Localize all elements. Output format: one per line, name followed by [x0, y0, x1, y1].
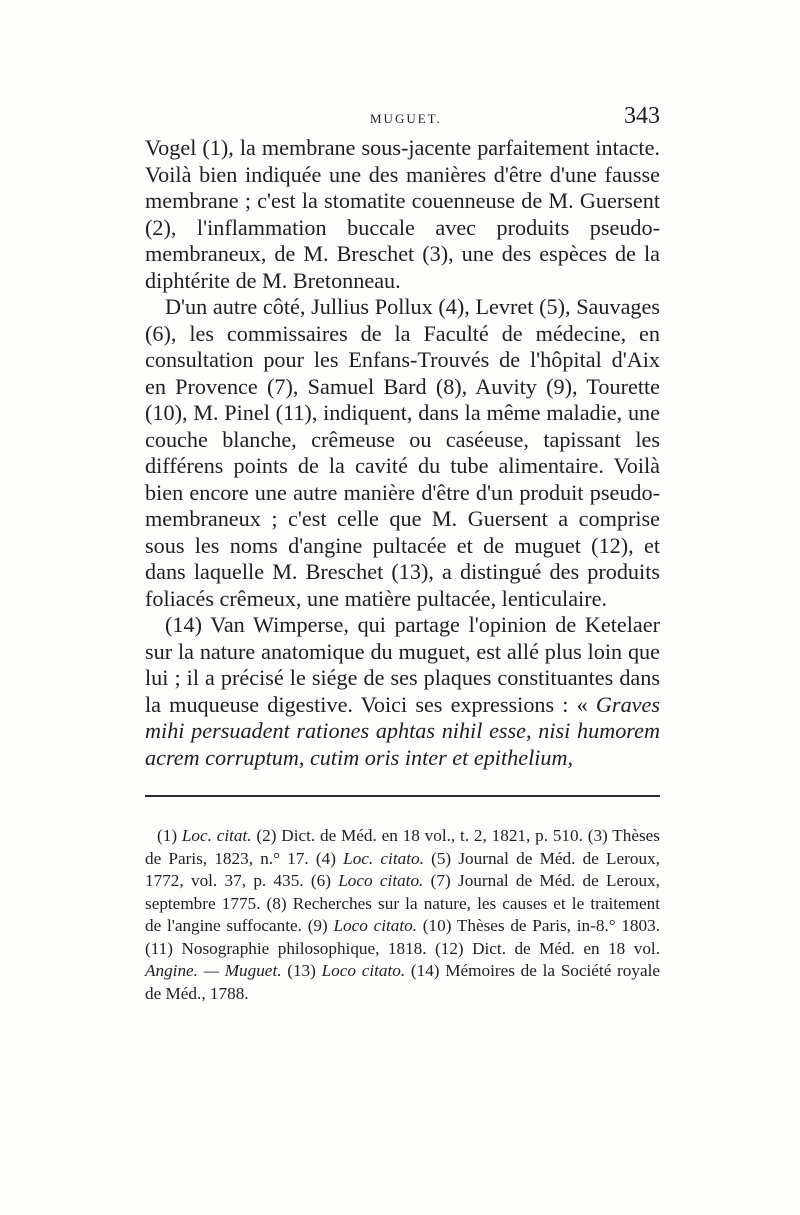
- footnote-italic: Angine. — Muguet.: [145, 961, 282, 980]
- footnote-text: (5) Journal de Méd. de Leroux, 1772, vol. 37, p. 435. (6): [145, 848, 660, 890]
- footnote-italic: Loco citato.: [338, 871, 424, 890]
- footnote-italic: Loc. citat.: [181, 826, 252, 845]
- paragraph-vogel: [145, 135, 660, 294]
- paragraph-text: D'un autre côté, Jullius Pollux (4), Levret (5), Sauvages (6), les commissaires de la Faculté de médecine, en consultation pour les Enfans-Trouvés de l'hôpital d'Aix en Provence (7), Samuel Bard (8), Auvity (9), Tourette (10), M. Pinel (11), indiquent, dans la même maladie, une couche blanche, crêmeuse ou caséeuse, tapissant les différens points de la cavité du tube alimentaire. Voilà bien encore une autre manière d'être d'un produit pseudo-membraneux ; c'est celle que M. Guersent a comprise sous les noms d'angine pultacée et de muguet (12), et dans laquelle M. Breschet (13), a distingué des produits foliacés crêmeux, une matière pultacée, lenticulaire.: [145, 294, 660, 611]
- page-header: [145, 105, 660, 135]
- footnote-block: [145, 825, 660, 1005]
- paragraph-text: (14) Van Wimperse, qui partage l'opinion de Ketelaer sur la nature anatomique du muguet, est allé plus loin que lui ; il a précisé le siége de ses plaques constituantes dans la muqueuse digestive. Voici ses expressions : «: [145, 612, 660, 717]
- footnote-text: (2) Dict. de Méd. en 18 vol., t. 2, 1821, p. 510. (3) Thèses de Paris, 1823, n.° 17. (4): [145, 826, 660, 868]
- latin-quotation: Graves mihi persuadent rationes aphtas nihil esse, nisi humorem acrem corruptum, cutim oris inter et epithelium,: [145, 691, 660, 770]
- footnotes: [145, 825, 660, 1005]
- main-text: [145, 135, 660, 771]
- footnote-text: (13): [281, 961, 322, 980]
- paragraph-text: Vogel (1), la membrane sous-jacente parfaitement intacte. Voilà bien indiquée une des manières d'être d'une fausse membrane ; c'est la stomatite couenneuse de M. Guersent (2), l'inflammation buccale avec produits pseudo-membraneux, de M. Breschet (3), une des espèces de la diphtérite de M. Bretonneau.: [145, 135, 660, 293]
- footnote-text: (14) Mémoires de la Société royale de Méd., 1788.: [145, 961, 660, 1003]
- page-number: 343: [624, 103, 660, 129]
- paragraph-pollux: [145, 294, 660, 612]
- footnote-text: (10) Thèses de Paris, in-8.° 1803. (11) Nosographie philosophique, 1818. (12) Dict. de Méd. en 18 vol.: [145, 916, 660, 958]
- footnote-italic: Loco citato.: [333, 916, 418, 935]
- paragraph-wimperse: [145, 612, 660, 771]
- footnote-rule: [145, 795, 660, 797]
- running-head: MUGUET.: [370, 111, 442, 126]
- footnote-italic: Loc. citato.: [343, 848, 424, 868]
- footnote-text: (1): [157, 826, 182, 845]
- footnote-text: (7) Journal de Méd. de Leroux, septembre 1775. (8) Recherches sur la nature, les causes et le traitement de l'angine suffocante. (9): [145, 871, 660, 935]
- footnote-italic: Loco citato.: [321, 961, 406, 980]
